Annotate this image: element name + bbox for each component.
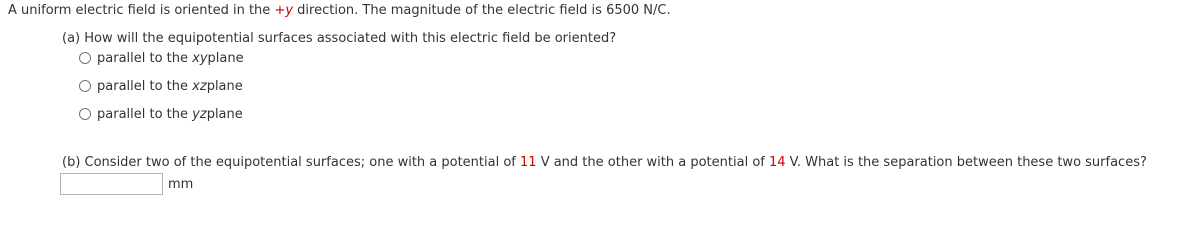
part-b-text-3: V. What is the separation between these two surfaces?: [785, 155, 1147, 170]
answer-unit: mm: [168, 177, 194, 192]
option-xz-plane[interactable]: [79, 77, 243, 95]
potential-value-2: 14: [768, 155, 786, 170]
separation-answer-input[interactable]: [60, 173, 163, 195]
option-xy-plane[interactable]: [79, 49, 244, 67]
option-plane-name: xz: [192, 78, 207, 94]
option-label-prefix: parallel to the: [97, 78, 189, 94]
radio-button-yz[interactable]: [79, 108, 91, 120]
part-b-text-2: V and the other with a potential of: [536, 155, 769, 170]
radio-button-xz[interactable]: [79, 80, 91, 92]
radio-button-xy[interactable]: [79, 52, 91, 64]
part-b-question: [62, 155, 1147, 171]
option-label-suffix: plane: [206, 106, 243, 122]
option-plane-name: xy: [192, 50, 208, 66]
part-a-question: (a) How will the equipotential surfaces associated with this electric field be oriented?: [62, 31, 617, 46]
problem-statement: [8, 3, 671, 19]
option-label-prefix: parallel to the: [97, 50, 189, 66]
option-yz-plane[interactable]: [79, 105, 243, 123]
option-plane-name: yz: [192, 106, 207, 122]
potential-value-1: 11: [520, 155, 537, 170]
option-label-suffix: plane: [207, 50, 244, 66]
field-direction: +y: [274, 3, 294, 18]
option-label-suffix: plane: [206, 78, 243, 94]
intro-text-1: A uniform electric field is oriented in the: [8, 3, 275, 18]
part-b-text-1: (b) Consider two of the equipotential surfaces; one with a potential of: [62, 155, 521, 170]
intro-text-2: direction. The magnitude of the electric field is 6500 N/C.: [293, 3, 671, 18]
option-label-prefix: parallel to the: [97, 106, 189, 122]
